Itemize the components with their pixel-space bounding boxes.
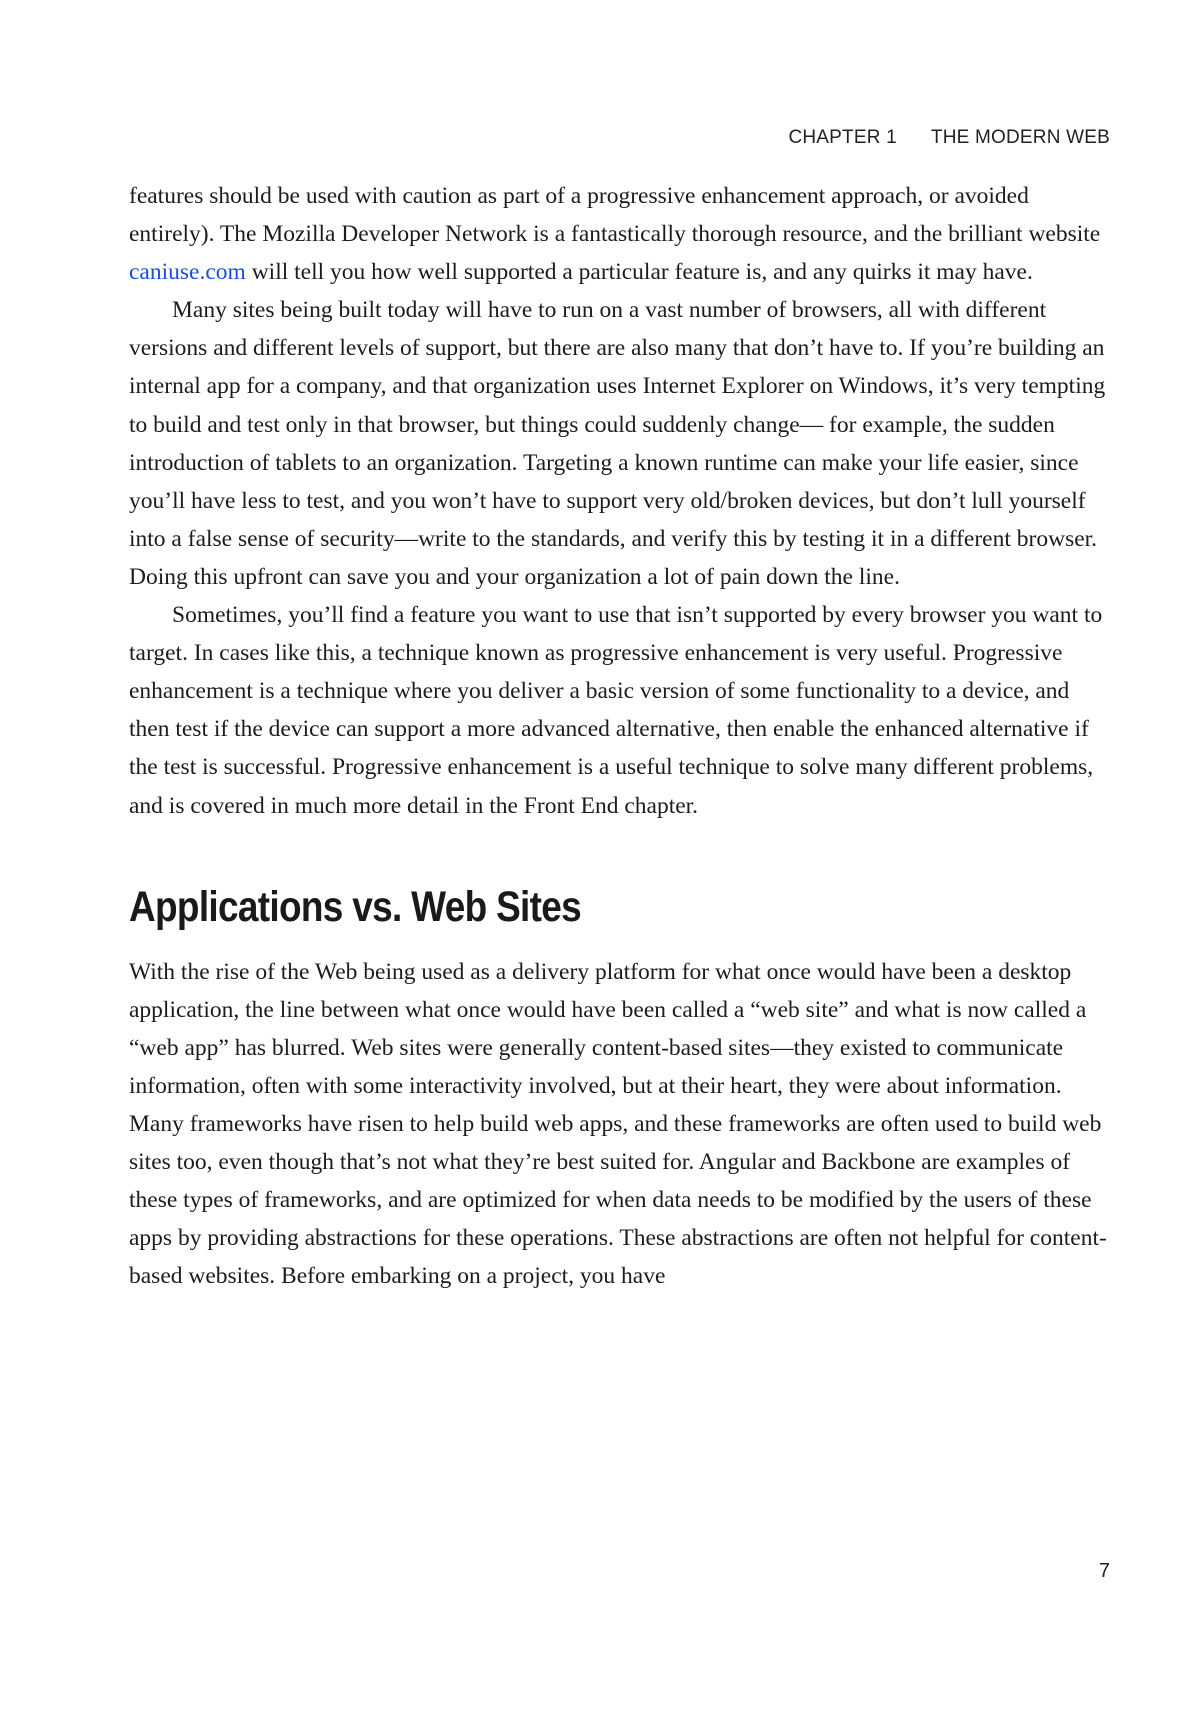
page-number: 7 bbox=[1098, 1560, 1110, 1582]
caniuse-link[interactable]: caniuse.com bbox=[129, 259, 246, 286]
paragraph-1-text-end: will tell you how well supported a particular feature is, and any quirks it may have. bbox=[245, 259, 1033, 286]
paragraph-applications: With the rise of the Web being used as a delivery platform for what once would have been a desktop application, the line between what once would have been called a “web site” and what is now called a “web app” has blurred. Web sites were generally content-based sites—they existed to communicate information, often with some interactivity involved, but at their heart, they were about information. Many frameworks have risen to help build web apps, and these frameworks are often used to build web sites too, even though that’s not what they’re best suited for. Angular and Backbone are examples of these types of frameworks, and are optimized for when data needs to be modified by the users of these apps by providing abstractions for these operations. These abstractions are often not helpful for content-based websites. Before embarking on a project, you have bbox=[129, 958, 1107, 1290]
paragraph-progressive-enhancement: Sometimes, you’ll find a feature you want to use that isn’t supported by every browser you want to target. In cases like this, a technique known as progressive enhancement is very useful. Progressive enhancement is a technique where you deliver a basic version of some functionality to a device, and then test if the device can support a more advanced alternative, then enable the enhanced alternative if the test is successful. Progressive enhancement is a useful technique to solve many different problems, and is covered in much more detail in the Front End chapter. bbox=[129, 602, 1103, 819]
chapter-title: THE MODERN WEB bbox=[930, 127, 1110, 148]
chapter-label: CHAPTER 1 bbox=[788, 127, 897, 148]
paragraph-1-text-start: features should be used with caution as part of a progressive enhancement approach, or avoided entirely). The Mozilla Developer Network is a fantastically thorough resource, and the brilliant website bbox=[129, 183, 1101, 248]
running-header bbox=[788, 127, 1110, 149]
section-heading: Applications vs. Web Sites bbox=[129, 882, 582, 931]
paragraph-browsers: Many sites being built today will have to run on a vast number of browsers, all with different versions and different levels of support, but there are also many that don’t have to. If you’re building an internal app for a company, and that organization uses Internet Explorer on Windows, it’s very tempting to build and test only in that browser, but things could suddenly change— for example, the sudden introduction of tablets to an organization. Targeting a known runtime can make your life easier, since you’ll have less to test, and you won’t have to support very old/broken devices, but don’t lull yourself into a false sense of security—write to the standards, and verify this by testing it in a different browser. Doing this upfront can save you and your organization a lot of pain down the line. bbox=[129, 297, 1106, 590]
page-content bbox=[129, 177, 1113, 1295]
paragraph-continued bbox=[129, 177, 1113, 291]
